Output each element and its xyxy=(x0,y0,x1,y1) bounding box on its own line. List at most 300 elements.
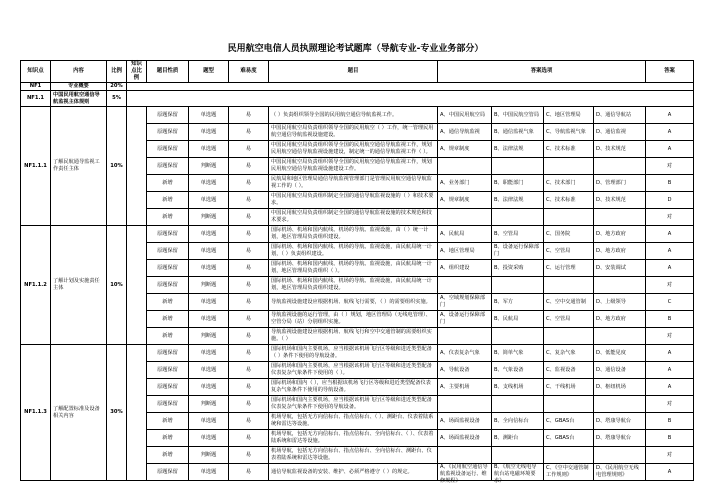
option-cell xyxy=(438,447,492,464)
option-cell xyxy=(492,311,544,328)
question-type: 单选题 xyxy=(200,468,217,475)
option-text: A、规章制度 xyxy=(440,196,470,203)
question-text-cell xyxy=(269,464,438,481)
question-text: 国际机场和国内（ ），应当根据该机场飞行区等级和进近类型配备仪表复杂气象条件下使用的导航设备。 xyxy=(271,380,431,393)
option-cell xyxy=(594,124,646,141)
option-cell xyxy=(492,175,544,192)
option-text: C、空中交通管制 xyxy=(546,298,586,305)
option-cell xyxy=(492,107,544,124)
option-cell xyxy=(438,345,492,362)
question-text: 通信导航监视设备的安装、维护、必须严格遵守（ ）的规定。 xyxy=(271,468,413,475)
question-text-cell xyxy=(269,396,438,413)
question-nature: 原题保留 xyxy=(157,383,178,390)
question-text: 中国民用航空局负责组织制定全国的通信导航监视设施的（ ）和技术要求。 xyxy=(271,193,434,206)
option-cell xyxy=(594,277,646,294)
option-cell xyxy=(544,226,594,243)
question-text-cell xyxy=(269,192,438,209)
question-nature: 原题保留 xyxy=(157,366,178,373)
option-text: A、导航设备 xyxy=(440,366,470,373)
question-type-cell xyxy=(189,294,229,311)
question-type: 判断题 xyxy=(200,451,217,458)
option-text: B、通信监视气象 xyxy=(494,128,534,135)
question-diff-cell xyxy=(229,362,269,379)
question-type: 判断题 xyxy=(200,332,217,339)
option-cell xyxy=(594,158,646,175)
question-nature: 原题保留 xyxy=(157,349,178,356)
question-diff-cell xyxy=(229,396,269,413)
option-cell xyxy=(492,294,544,311)
option-text: D、枢纽机场 xyxy=(596,383,626,390)
question-diff-cell xyxy=(229,243,269,260)
meta-row xyxy=(21,91,694,107)
question-diff: 易 xyxy=(245,417,252,424)
question-text-cell xyxy=(269,124,438,141)
question-nature-cell xyxy=(147,362,189,379)
option-text: D、塔康导航台 xyxy=(596,417,632,424)
option-cell xyxy=(492,226,544,243)
option-cell xyxy=(438,464,492,484)
option-text: C、空管局 xyxy=(546,247,571,254)
option-cell xyxy=(594,430,646,447)
question-nature: 新增 xyxy=(162,298,173,305)
question-diff: 易 xyxy=(245,264,252,271)
option-cell xyxy=(544,209,594,226)
question-type-cell xyxy=(189,243,229,260)
option-cell xyxy=(492,277,544,294)
option-text: A、中国民用航空局 xyxy=(440,111,486,118)
ratio-cell: 5% xyxy=(107,91,127,107)
question-text: 中国民用航空局负责组织制定全国的通信导航监视设施的技术规范和技术要求。 xyxy=(271,210,432,223)
question-nature-cell xyxy=(147,311,189,328)
question-type-cell xyxy=(189,192,229,209)
question-diff-cell xyxy=(229,226,269,243)
question-diff: 易 xyxy=(245,281,252,288)
option-text: B、《航空无线电导航台站电磁环境要求》 xyxy=(494,464,537,484)
group-kp-cell: NF1.1.1 xyxy=(21,107,51,226)
question-diff-cell xyxy=(229,294,269,311)
question-text: 机场导航，包括无方向信标台、指点信标台、（ ）、测距台、仪表着陆系统和雷达等设施。 xyxy=(271,414,434,427)
option-text: C、技术部门 xyxy=(546,179,576,186)
question-text: 国际机场、机场和国内航线、机场的导航、监视设施，由民航局统一计划，地区管理局负责组织（ ）。 xyxy=(271,261,432,274)
question-diff: 易 xyxy=(245,349,252,356)
option-cell xyxy=(492,192,544,209)
question-nature: 原题保留 xyxy=(157,468,178,475)
option-text: B、空管局 xyxy=(494,230,519,237)
option-cell xyxy=(544,294,594,311)
option-text: B、简单气象 xyxy=(494,349,524,356)
question-text: 中国民用航空局负责组织领导全国的民用航空（ ）工作，统一管理民用航空通信导航监视设施建设。 xyxy=(271,125,434,138)
option-text: C、国务院 xyxy=(546,230,571,237)
question-nature-cell xyxy=(147,226,189,243)
option-cell xyxy=(594,413,646,430)
question-type-cell xyxy=(189,311,229,328)
option-cell xyxy=(594,175,646,192)
question-diff: 易 xyxy=(245,383,252,390)
question-nature-cell xyxy=(147,379,189,396)
option-text: A、设备运行保障部门 xyxy=(440,312,486,325)
option-text: C、GBAS台 xyxy=(546,417,575,424)
question-type-cell xyxy=(189,277,229,294)
option-cell xyxy=(492,260,544,277)
option-cell xyxy=(594,192,646,209)
question-diff-cell xyxy=(229,209,269,226)
question-nature: 新增 xyxy=(162,179,173,186)
question-nature: 原题保留 xyxy=(157,247,178,254)
option-text: C、技术标准 xyxy=(546,196,576,203)
question-text-cell xyxy=(269,277,438,294)
question-type: 判断题 xyxy=(200,400,217,407)
question-text-cell xyxy=(269,260,438,277)
kp-cell: NF1 xyxy=(21,83,51,91)
question-type: 单选题 xyxy=(200,145,217,152)
question-type: 单选题 xyxy=(200,383,217,390)
question-nature: 新增 xyxy=(162,434,173,441)
question-nature: 新增 xyxy=(162,417,173,424)
question-text: （ ）负责组织领导全国的民用航空通信导航监视工作。 xyxy=(271,111,398,118)
question-nature: 原题保留 xyxy=(157,400,178,407)
option-text: A、通信导航监视 xyxy=(440,128,480,135)
question-diff-cell xyxy=(229,192,269,209)
answer-cell: 对 xyxy=(646,209,694,226)
option-text: B、法律法规 xyxy=(494,145,524,152)
option-cell xyxy=(544,447,594,464)
question-type: 单选题 xyxy=(200,196,217,203)
answer-cell: A xyxy=(646,379,694,396)
question-diff: 易 xyxy=(245,315,252,322)
answer-cell: A xyxy=(646,107,694,124)
question-text-cell xyxy=(269,311,438,328)
question-nature: 原题保留 xyxy=(157,230,178,237)
option-cell xyxy=(438,209,492,226)
question-text: 国际机场和国内主要机场，应当根据该机场飞行区等级和进近类型配备（ ）条件下使用的导航设备。 xyxy=(271,346,432,359)
answer-cell: 对 xyxy=(646,396,694,413)
question-text: 导航监视设施建设应根据机场、航线飞行需要，（ ）的需要组织实施。 xyxy=(271,298,431,305)
question-diff: 易 xyxy=(245,128,252,135)
question-diff: 易 xyxy=(245,468,252,475)
question-diff: 易 xyxy=(245,400,252,407)
question-text-cell xyxy=(269,175,438,192)
question-text-cell xyxy=(269,243,438,260)
meta-row xyxy=(21,83,694,91)
option-text: B、职能部门 xyxy=(494,179,524,186)
answer-cell: B xyxy=(646,430,694,447)
question-nature-cell xyxy=(147,141,189,158)
question-diff-cell xyxy=(229,328,269,345)
question-text: 导航监视设施建设应根据机场、航线飞行和空中交通管制的需要组织实施。（ ） xyxy=(271,329,432,342)
option-cell xyxy=(594,311,646,328)
question-diff-cell xyxy=(229,158,269,175)
option-text: C、运行管理 xyxy=(546,264,576,271)
option-cell xyxy=(544,413,594,430)
option-cell xyxy=(594,260,646,277)
header-content: 内容 xyxy=(51,61,107,83)
question-text: 中国民用航空局负责组织领导全国的民用航空通信导航监视工作，规划民用航空通信导航监视设施建设，制定统一的通信导航监视工作（ ）。 xyxy=(271,142,432,155)
question-bank-table xyxy=(20,60,694,484)
option-text: C、监视设备 xyxy=(546,366,576,373)
question-diff-cell xyxy=(229,311,269,328)
question-nature: 新增 xyxy=(162,213,173,220)
answer-cell: A xyxy=(646,141,694,158)
question-diff: 易 xyxy=(245,230,252,237)
option-text: A、规章制度 xyxy=(440,145,470,152)
header-nature: 题目性质 xyxy=(147,61,189,83)
option-cell xyxy=(438,107,492,124)
question-diff: 易 xyxy=(245,247,252,254)
question-text: 国际机场、机场和国内航线、机场的导航、监视设施，由民航局统一计划，（ ）负责组织建设。 xyxy=(271,244,432,257)
question-nature-cell xyxy=(147,447,189,464)
question-nature: 原题保留 xyxy=(157,111,178,118)
question-text-cell xyxy=(269,447,438,464)
question-diff-cell xyxy=(229,345,269,362)
question-type: 判断题 xyxy=(200,281,217,288)
question-text-cell xyxy=(269,158,438,175)
option-cell xyxy=(594,226,646,243)
option-text: B、民航局 xyxy=(494,315,519,322)
question-text: 国际机场、机场和国内航线、机场的导航、监视设施，由民航局统一计划，地区管理局负责组织建设。 xyxy=(271,278,432,291)
content-cell: 中国民用航空通信导航监视主体规则 xyxy=(51,91,107,107)
header-difficulty: 难易度 xyxy=(229,61,269,83)
question-type: 单选题 xyxy=(200,417,217,424)
kp-cell: NF1.1 xyxy=(21,91,51,107)
answer-cell: D xyxy=(646,192,694,209)
option-cell xyxy=(594,209,646,226)
answer-cell: 对 xyxy=(646,158,694,175)
question-diff-cell xyxy=(229,413,269,430)
page-title: 民用航空电信人员执照理论考试题库（导航专业-专业业务部分） xyxy=(227,44,484,54)
question-diff-cell xyxy=(229,464,269,481)
option-cell xyxy=(594,294,646,311)
option-text: C、GBAS台 xyxy=(546,434,575,441)
question-nature: 原题保留 xyxy=(157,128,178,135)
option-text: C、空管局 xyxy=(546,315,571,322)
option-cell xyxy=(544,362,594,379)
question-type-cell xyxy=(189,362,229,379)
option-cell xyxy=(594,362,646,379)
option-text: D、通信设备 xyxy=(596,366,626,373)
question-text: 国际机场和国内主要机场，应当根据该机场飞行区等级和进近类型配备仪表复杂气象条件下使用的导航设备。 xyxy=(271,397,432,410)
option-text: A、民航局 xyxy=(440,230,465,237)
option-cell xyxy=(594,464,646,481)
question-diff-cell xyxy=(229,124,269,141)
group-kp-cell: NF1.1.2 xyxy=(21,226,51,345)
option-text: C、地区管理局 xyxy=(546,111,581,118)
question-nature: 原题保留 xyxy=(157,145,178,152)
option-text: B、法律法规 xyxy=(494,196,524,203)
group-ratio-cell: 10% xyxy=(107,107,127,226)
option-text: C、技术标准 xyxy=(546,145,576,152)
option-cell xyxy=(438,396,492,413)
option-text: D、技术规范 xyxy=(596,145,626,152)
option-cell xyxy=(544,141,594,158)
option-text: B、设备运行保障部门 xyxy=(494,244,540,257)
question-type: 判断题 xyxy=(200,162,217,169)
question-type-cell xyxy=(189,396,229,413)
answer-cell: A xyxy=(646,260,694,277)
option-cell xyxy=(544,396,594,413)
option-cell xyxy=(544,311,594,328)
option-cell xyxy=(438,379,492,396)
question-diff-cell xyxy=(229,430,269,447)
option-text: B、全向信标台 xyxy=(494,417,529,424)
group-kp-cell: NF1.1.3 xyxy=(21,345,51,481)
question-type: 单选题 xyxy=(200,264,217,271)
option-cell xyxy=(594,447,646,464)
answer-cell: C xyxy=(646,294,694,311)
question-nature: 新增 xyxy=(162,196,173,203)
option-text: C、导航监视气象 xyxy=(546,128,586,135)
option-text: C、复杂气象 xyxy=(546,349,576,356)
option-text: B、支线机场 xyxy=(494,383,524,390)
option-cell xyxy=(438,311,492,328)
question-diff-cell xyxy=(229,175,269,192)
option-cell xyxy=(492,413,544,430)
question-nature-cell xyxy=(147,192,189,209)
question-nature: 新增 xyxy=(162,315,173,322)
question-text-cell xyxy=(269,209,438,226)
option-cell xyxy=(438,124,492,141)
question-nature-cell xyxy=(147,243,189,260)
option-cell xyxy=(438,413,492,430)
question-row xyxy=(21,226,694,243)
question-diff: 易 xyxy=(245,179,252,186)
option-text: A、仪表复杂气象 xyxy=(440,349,480,356)
question-type-cell xyxy=(189,158,229,175)
option-cell xyxy=(544,464,594,481)
option-cell xyxy=(492,464,544,484)
question-nature-cell xyxy=(147,294,189,311)
group-ratio-cell: 30% xyxy=(107,345,127,481)
answer-cell: A xyxy=(646,362,694,379)
content-cell: 专业概要 xyxy=(51,83,107,91)
option-cell xyxy=(544,192,594,209)
answer-cell: A xyxy=(646,345,694,362)
question-nature: 原题保留 xyxy=(157,281,178,288)
question-nature-cell xyxy=(147,124,189,141)
option-text: C、《空中交通管制工作规则》 xyxy=(546,465,589,478)
question-nature: 新增 xyxy=(162,332,173,339)
question-text-cell xyxy=(269,413,438,430)
header-type: 题型 xyxy=(189,61,229,83)
option-cell xyxy=(544,158,594,175)
answer-cell: B xyxy=(646,413,694,430)
option-text: D、《民用航空无线电管理规则》 xyxy=(596,465,639,478)
option-cell xyxy=(544,277,594,294)
question-diff: 易 xyxy=(245,162,252,169)
option-text: B、气象设备 xyxy=(494,366,524,373)
option-text: B、投资采购 xyxy=(494,264,524,271)
header-kp: 知识点 xyxy=(21,61,51,83)
question-type-cell xyxy=(189,260,229,277)
option-cell xyxy=(438,328,492,345)
option-text: D、低能见度 xyxy=(596,349,626,356)
option-cell xyxy=(438,260,492,277)
question-type: 单选题 xyxy=(200,366,217,373)
option-cell xyxy=(492,158,544,175)
option-cell xyxy=(438,226,492,243)
option-text: C、干线机场 xyxy=(546,383,576,390)
option-text: B、中国民航空管局 xyxy=(494,111,540,118)
group-content-cell: 了解计划及实施责任主体 xyxy=(51,226,107,345)
question-diff-cell xyxy=(229,107,269,124)
option-cell xyxy=(492,396,544,413)
option-text: D、技术规范 xyxy=(596,196,626,203)
question-type-cell xyxy=(189,379,229,396)
option-text: A、场面监视设备 xyxy=(440,417,480,424)
question-type-cell xyxy=(189,328,229,345)
question-row xyxy=(21,107,694,124)
question-nature-cell xyxy=(147,413,189,430)
group-ratio-cell: 10% xyxy=(107,226,127,345)
question-diff-cell xyxy=(229,277,269,294)
option-cell xyxy=(438,175,492,192)
header-question: 题目 xyxy=(269,61,438,83)
option-cell xyxy=(492,430,544,447)
question-type: 单选题 xyxy=(200,179,217,186)
question-nature: 原题保留 xyxy=(157,162,178,169)
option-cell xyxy=(492,345,544,362)
question-diff: 易 xyxy=(245,145,252,152)
question-diff: 易 xyxy=(245,451,252,458)
question-nature-cell xyxy=(147,107,189,124)
option-text: A、主要机场 xyxy=(440,383,470,390)
answer-cell: A xyxy=(646,226,694,243)
question-text-cell xyxy=(269,294,438,311)
question-type: 单选题 xyxy=(200,111,217,118)
option-cell xyxy=(492,243,544,260)
answer-cell: 对 xyxy=(646,447,694,464)
option-cell xyxy=(544,379,594,396)
question-text: 机场导航，包括无方向信标台、指点信标台、全向信标台、（ ）、仪表着陆系统和雷达等设施。 xyxy=(271,431,434,444)
answer-cell: B xyxy=(646,175,694,192)
option-cell xyxy=(594,328,646,345)
question-type-cell xyxy=(189,124,229,141)
question-diff: 易 xyxy=(245,366,252,373)
question-text: 导航监视设施的运行管理，由（ ）规划，地区管理局（无线电管理）、空管分局（站）分别组织实施。 xyxy=(271,312,431,325)
answer-cell: A xyxy=(646,464,694,481)
answer-cell: B xyxy=(646,311,694,328)
header-kp-ratio: 知识点比例 xyxy=(127,61,147,83)
question-diff-cell xyxy=(229,447,269,464)
header-options: 答案选项 xyxy=(438,61,646,83)
option-cell xyxy=(438,192,492,209)
question-type-cell xyxy=(189,447,229,464)
question-text-cell xyxy=(269,226,438,243)
question-type-cell xyxy=(189,141,229,158)
question-type: 单选题 xyxy=(200,315,217,322)
option-cell xyxy=(544,345,594,362)
option-text: D、管理部门 xyxy=(596,179,626,186)
option-text: D、地方政府 xyxy=(596,230,626,237)
question-nature-cell xyxy=(147,396,189,413)
header-answer: 答案 xyxy=(646,61,694,83)
question-diff: 易 xyxy=(245,434,252,441)
question-type-cell xyxy=(189,413,229,430)
question-nature-cell xyxy=(147,464,189,481)
question-text-cell xyxy=(269,430,438,447)
question-text: 国际机场和国内主要机场，应当根据该机场飞行区等级和进近类型配备仪表复杂气象条件下使用的（ ）。 xyxy=(271,363,432,376)
question-nature-cell xyxy=(147,209,189,226)
option-text: A、地区管理局 xyxy=(440,247,475,254)
header-ratio: 比例 xyxy=(107,61,127,83)
question-diff: 易 xyxy=(245,213,252,220)
question-text: 国际机场、机场和国内航线、机场的导航、监视设施，由（ ）统一计划，地区管理局负责组织建设。 xyxy=(271,227,429,240)
question-type-cell xyxy=(189,226,229,243)
option-cell xyxy=(438,141,492,158)
option-cell xyxy=(492,362,544,379)
question-text: 民航局和地区管理局通信导航监视管理部门是管理民用航空通信导航监视工作的（ ）。 xyxy=(271,176,432,189)
question-text-cell xyxy=(269,107,438,124)
question-nature-cell xyxy=(147,430,189,447)
